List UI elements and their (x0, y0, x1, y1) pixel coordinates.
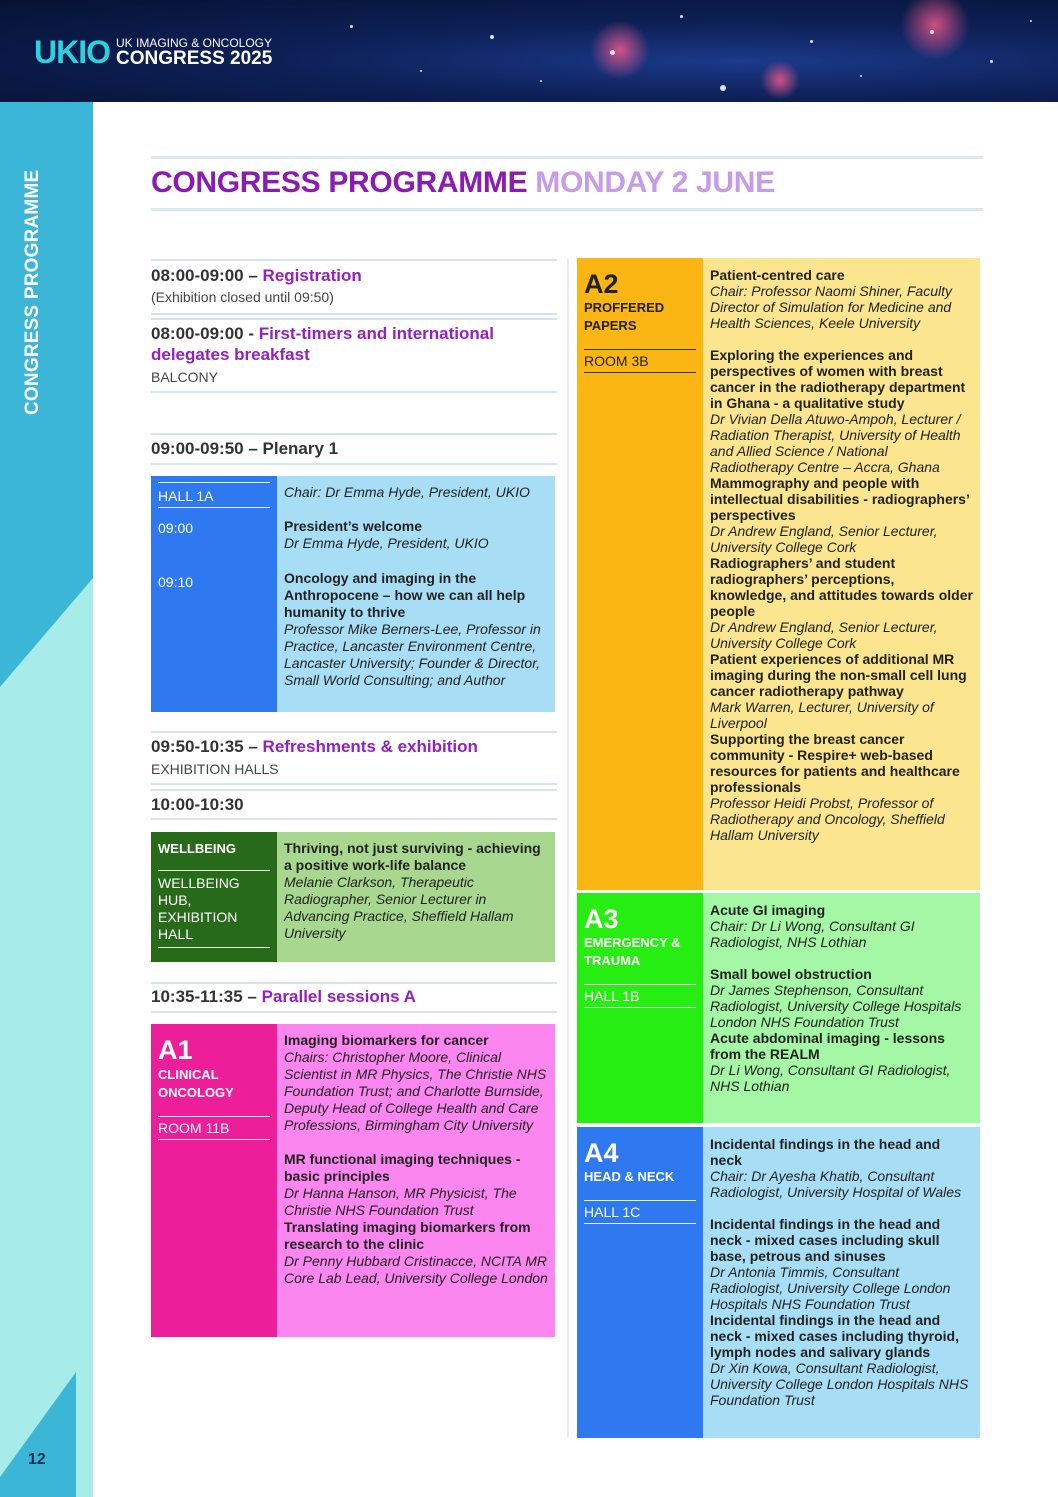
star-decoration (720, 85, 726, 91)
session-a4-name: HEAD & NECK (584, 1169, 675, 1184)
session-a3-code: A3 (584, 904, 619, 934)
session-a1-item-title: MR functional imaging techniques - basic principles (284, 1151, 521, 1184)
session-a4-item-title: Incidental findings in the head and neck - mixed cases including thyroid, lymph nodes and salivary glands (710, 1312, 959, 1360)
refreshments-title: Refreshments & exhibition (262, 737, 478, 756)
session-a2-item-title: Exploring the experiences and perspectives of women with breast cancer in the radiotherapy department in Ghana - a qualitative study (710, 347, 966, 411)
session-a3-item-speaker: Dr Li Wong, Consultant GI Radiologist, NHS Lothian (710, 1062, 951, 1094)
wellbeing-heading: 10:00-10:30 (151, 795, 244, 814)
session-a2-code: A2 (584, 269, 619, 299)
plenary-left-panel (151, 476, 277, 712)
title-rule-top (151, 156, 983, 159)
plenary-right-panel (277, 476, 555, 712)
session-a2-item-speaker: Mark Warren, Lecturer, University of Liverpool (710, 699, 934, 731)
sidebar-section-label: CONGRESS PROGRAMME (22, 169, 43, 415)
page-title-main: CONGRESS PROGRAMME (151, 166, 528, 199)
breakfast-location: BALCONY (151, 369, 218, 385)
page-title (151, 166, 775, 200)
session-a1-item-title: Imaging biomarkers for cancer (284, 1032, 489, 1048)
session-a2-item-speaker: Chair: Professor Naomi Shiner, Faculty Director of Simulation for Medicine and Health Sciences, Keele University (710, 283, 952, 331)
breakfast-heading (151, 323, 557, 365)
wellbeing-title: Thriving, not just surviving - achieving a positive work-life balance (284, 840, 541, 873)
session-a4-left-panel (577, 1127, 703, 1438)
session-a3-box (577, 893, 980, 1123)
session-a2-item-title: Patient experiences of additional MR imaging during the non-small cell lung cancer radiotherapy pathway (710, 651, 967, 699)
divider (584, 372, 696, 373)
star-decoration (420, 70, 422, 72)
star-decoration (990, 60, 993, 63)
session-a3-item-title: Acute GI imaging (710, 902, 826, 918)
session-a3-item-title: Acute abdominal imaging - lessons from the REALM (710, 1030, 945, 1062)
wellbeing-speaker: Melanie Clarkson, Therapeutic Radiographer, Senior Lecturer in Advancing Practice, Sheffield Hallam University (284, 874, 514, 941)
star-decoration (810, 40, 813, 43)
registration-title: Registration (262, 266, 362, 285)
plenary-hall: HALL 1A (158, 488, 214, 504)
session-a2-item-speaker: Dr Andrew England, Senior Lecturer, University College Cork (710, 523, 938, 555)
plenary-heading: 09:00-09:50 – Plenary 1 (151, 439, 339, 458)
session-a4-room: HALL 1C (584, 1204, 641, 1220)
session-a2-item-speaker: Dr Vivian Della Atuwo-Ampoh, Lecturer / Radiation Therapist, University of Health and Allied Science / National Radiotherapy Centre – Accra, Ghana (710, 411, 961, 475)
breakfast-time: 08:00-09:00 - (151, 324, 255, 343)
session-a1-item-speaker: Chairs: Christopher Moore, Clinical Scientist in MR Physics, The Christie NHS Foundation Trust; and Charlotte Burnside, Deputy Head of College Health and Care Professions, Birmingham City University (284, 1049, 547, 1133)
session-a4-item-title: Incidental findings in the head and neck - mixed cases including skull base, petrous and sinuses (710, 1216, 941, 1264)
session-a3-right-panel (703, 893, 980, 1123)
session-a2-name: PROFFERED PAPERS (584, 300, 665, 333)
divider (151, 313, 557, 315)
session-a4-item-speaker: Dr Xin Kowa, Consultant Radiologist, University College London Hospitals NHS Foundation Trust (710, 1360, 969, 1408)
session-a4-item-title: Incidental findings in the head and neck (710, 1136, 941, 1168)
session-a1-item-speaker: Dr Hanna Hanson, MR Physicist, The Christie NHS Foundation Trust (284, 1185, 517, 1218)
column-divider (567, 258, 569, 1438)
registration-note: (Exhibition closed until 09:50) (151, 289, 334, 305)
divider (151, 783, 557, 785)
decorative-glow (760, 60, 800, 100)
divider (151, 1011, 557, 1013)
plenary-item-speaker: Professor Mike Berners-Lee, Professor in Practice, Lancaster Environment Centre, Lancaster University; Founder & Director, Small World Consulting; and Author (284, 621, 541, 688)
registration-heading (151, 265, 557, 286)
divider (151, 463, 557, 465)
star-decoration (680, 15, 683, 18)
divider (151, 259, 557, 261)
wellbeing-session-box (151, 832, 555, 962)
divider (158, 507, 270, 508)
session-a2-item-title: Radiographers’ and student radiographers’ perceptions, knowledge, and attitudes towards older people (710, 555, 973, 619)
session-a1-right-panel (277, 1024, 555, 1337)
star-decoration (860, 75, 862, 77)
plenary-chair: Chair: Dr Emma Hyde, President, UKIO (284, 484, 530, 500)
star-decoration (350, 25, 353, 28)
divider (158, 947, 270, 948)
session-a2-item-title: Patient-centred care (710, 267, 845, 283)
plenary-item-speaker: Dr Emma Hyde, President, UKIO (284, 535, 489, 551)
divider (151, 731, 557, 733)
session-a4-right-panel (703, 1127, 980, 1438)
refreshments-location: EXHIBITION HALLS (151, 761, 279, 777)
title-rule-bottom (151, 208, 983, 211)
session-a2-item-title: Mammography and people with intellectual disabilities - radiographers’ perspectives (710, 475, 970, 523)
divider (584, 1223, 696, 1224)
logo-mark: UKIO (34, 34, 110, 70)
plenary-item-title: Oncology and imaging in the Anthropocene – how we can all help humanity to thrive (284, 570, 526, 620)
session-a2-item-title: Supporting the breast cancer community - Respire+ web-based resources for patients and healthcare professionals (710, 731, 960, 795)
session-a2-right-panel (703, 258, 980, 890)
divider (151, 318, 557, 320)
refreshments-time: 09:50-10:35 – (151, 737, 258, 756)
session-a4-box (577, 1127, 980, 1438)
divider (151, 818, 557, 820)
star-decoration (490, 35, 494, 39)
session-a3-left-panel (577, 893, 703, 1123)
decorative-glow (590, 20, 650, 80)
registration-time: 08:00-09:00 – (151, 266, 258, 285)
session-a2-item-speaker: Dr Andrew England, Senior Lecturer, University College Cork (710, 619, 938, 651)
session-a1-item-title: Translating imaging biomarkers from research to the clinic (284, 1219, 531, 1252)
star-decoration (610, 50, 615, 55)
parallel-title: Parallel sessions A (261, 987, 416, 1006)
session-a1-box (151, 1024, 555, 1337)
plenary-time-2: 09:10 (158, 574, 194, 590)
session-a1-room: ROOM 11B (158, 1120, 230, 1136)
divider (584, 1007, 696, 1008)
decorative-glow (900, 0, 970, 60)
star-decoration (930, 30, 934, 34)
session-a3-item-speaker: Chair: Dr Li Wong, Consultant GI Radiologist, NHS Lothian (710, 918, 915, 950)
session-a4-item-speaker: Dr Antonia Timmis, Consultant Radiologist, University College London Hospitals NHS Foundation Trust (710, 1264, 951, 1312)
session-a3-item-title: Small bowel obstruction (710, 966, 872, 982)
divider (151, 433, 557, 435)
session-a2-left-panel (577, 258, 703, 890)
session-a3-room: HALL 1B (584, 988, 640, 1004)
page-number: 12 (28, 1451, 46, 1468)
wellbeing-label: WELLBEING (158, 841, 236, 856)
star-decoration (1030, 20, 1032, 22)
session-a1-left-panel (151, 1024, 277, 1337)
session-a2-room: ROOM 3B (584, 353, 649, 369)
logo-line1: UK IMAGING & ONCOLOGY (116, 36, 273, 50)
wellbeing-location: WELLBEING HUB, EXHIBITION HALL (158, 875, 240, 942)
divider (151, 982, 557, 984)
divider (158, 1139, 270, 1140)
session-a4-code: A4 (584, 1138, 619, 1168)
wellbeing-left-panel (151, 832, 277, 962)
logo-text (116, 37, 272, 68)
session-a3-name: EMERGENCY & TRAUMA (584, 935, 681, 968)
parallel-heading (151, 986, 557, 1007)
ukio-logo (34, 34, 272, 71)
session-a1-code: A1 (158, 1035, 193, 1065)
session-a1-item-speaker: Dr Penny Hubbard Cristinacce, NCITA MR Core Lab Lead, University College London (284, 1253, 548, 1286)
divider (151, 391, 557, 393)
session-a4-item-speaker: Chair: Dr Ayesha Khatib, Consultant Radiologist, University Hospital of Wales (710, 1168, 962, 1200)
session-a1-name: CLINICAL ONCOLOGY (158, 1067, 234, 1100)
session-a2-item-speaker: Professor Heidi Probst, Professor of Radiotherapy and Oncology, Sheffield Hallam University (710, 795, 945, 843)
plenary-item-title: President’s welcome (284, 518, 422, 534)
parallel-time: 10:35-11:35 – (151, 987, 257, 1006)
plenary-session-box (151, 476, 555, 712)
logo-line2: CONGRESS 2025 (116, 48, 273, 69)
divider (151, 789, 557, 791)
header-banner (0, 0, 1058, 102)
star-decoration (540, 80, 542, 82)
refreshments-heading (151, 736, 557, 757)
session-a3-item-speaker: Dr James Stephenson, Consultant Radiologist, University College Hospitals London NHS Foundation Trust (710, 982, 962, 1030)
wellbeing-right-panel (277, 832, 555, 962)
page-title-day: MONDAY 2 JUNE (535, 166, 775, 199)
session-a2-box (577, 258, 980, 890)
plenary-time-1: 09:00 (158, 520, 194, 536)
breakfast-title: First-timers and international delegates breakfast (151, 324, 494, 364)
